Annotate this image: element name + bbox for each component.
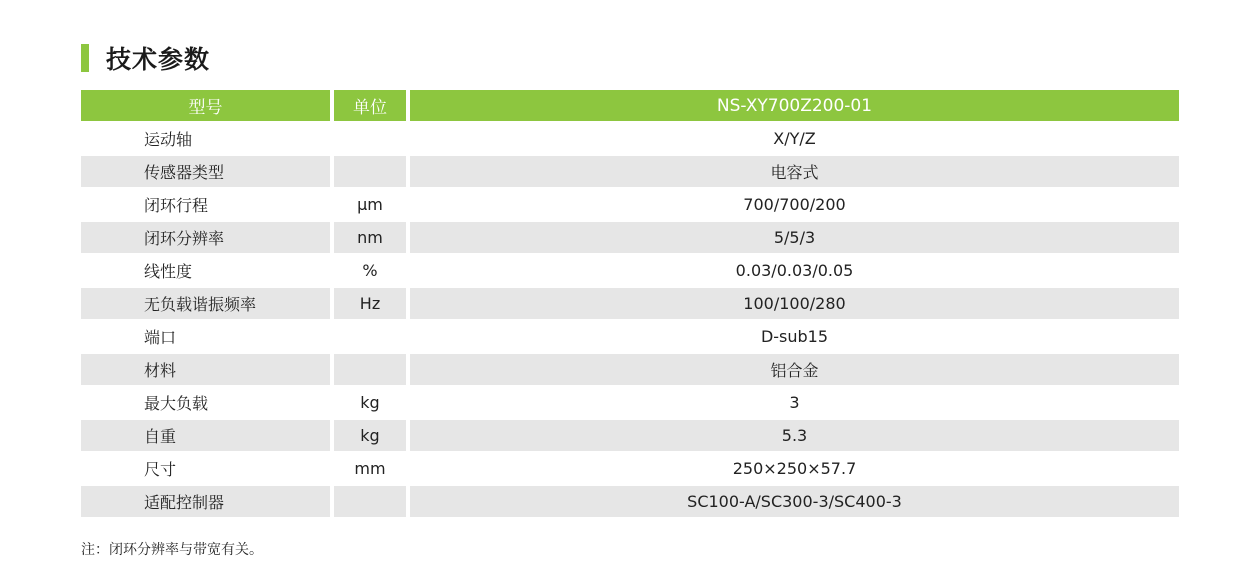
table-row	[81, 189, 1179, 220]
param-cell: 最大负载	[144, 394, 209, 413]
param-cell: 适配控制器	[81, 486, 330, 517]
value-cell: 250×250×57.7	[732, 459, 857, 478]
unit-cell: μm	[357, 195, 383, 214]
header-unit: 单位	[334, 90, 406, 121]
value-cell: 5.3	[410, 420, 1179, 451]
table-row	[81, 387, 1179, 418]
value-cell: 5/5/3	[410, 222, 1179, 253]
table-row	[81, 321, 1179, 352]
value-cell: D-sub15	[760, 327, 829, 346]
table-body	[81, 123, 1179, 517]
param-cell: 端口	[144, 328, 177, 347]
param-cell: 无负载谐振频率	[81, 288, 330, 319]
value-cell: 铝合金	[410, 354, 1179, 385]
table-row	[81, 123, 1179, 154]
unit-cell	[334, 486, 406, 517]
table-row	[81, 354, 1179, 385]
param-cell: 自重	[81, 420, 330, 451]
section-heading	[81, 40, 210, 76]
table-header-row	[81, 90, 1179, 121]
table-row	[81, 288, 1179, 319]
table-row	[81, 255, 1179, 286]
unit-cell	[334, 123, 406, 154]
unit-cell	[334, 321, 406, 352]
param-cell: 尺寸	[144, 460, 177, 479]
unit-cell: %	[362, 261, 378, 280]
value-cell: SC100-A/SC300-3/SC400-3	[410, 486, 1179, 517]
unit-cell: kg	[360, 393, 380, 412]
table-row	[81, 222, 1179, 253]
unit-cell	[334, 354, 406, 385]
value-cell: 3	[789, 393, 800, 412]
value-cell: 0.03/0.03/0.05	[735, 261, 854, 280]
spec-table	[81, 90, 1179, 519]
unit-cell: mm	[354, 459, 386, 478]
unit-cell: nm	[334, 222, 406, 253]
value-cell: 700/700/200	[743, 195, 846, 214]
footnote: 注：闭环分辨率与带宽有关。	[81, 542, 263, 558]
param-cell: 材料	[81, 354, 330, 385]
value-cell: 电容式	[410, 156, 1179, 187]
table-row	[81, 420, 1179, 451]
table-row	[81, 156, 1179, 187]
header-model-number: NS-XY700Z200-01	[410, 90, 1179, 121]
table-row	[81, 453, 1179, 484]
param-cell: 传感器类型	[81, 156, 330, 187]
param-cell: 线性度	[144, 262, 193, 281]
unit-cell	[334, 156, 406, 187]
unit-cell: kg	[334, 420, 406, 451]
table-row	[81, 486, 1179, 517]
section-title: 技术参数	[106, 45, 211, 74]
header-model: 型号	[81, 90, 330, 121]
param-cell: 闭环行程	[144, 196, 209, 215]
param-cell: 运动轴	[144, 130, 193, 149]
param-cell: 闭环分辨率	[81, 222, 330, 253]
value-cell: X/Y/Z	[773, 129, 816, 148]
heading-accent-bar	[81, 44, 89, 72]
unit-cell: Hz	[334, 288, 406, 319]
value-cell: 100/100/280	[410, 288, 1179, 319]
